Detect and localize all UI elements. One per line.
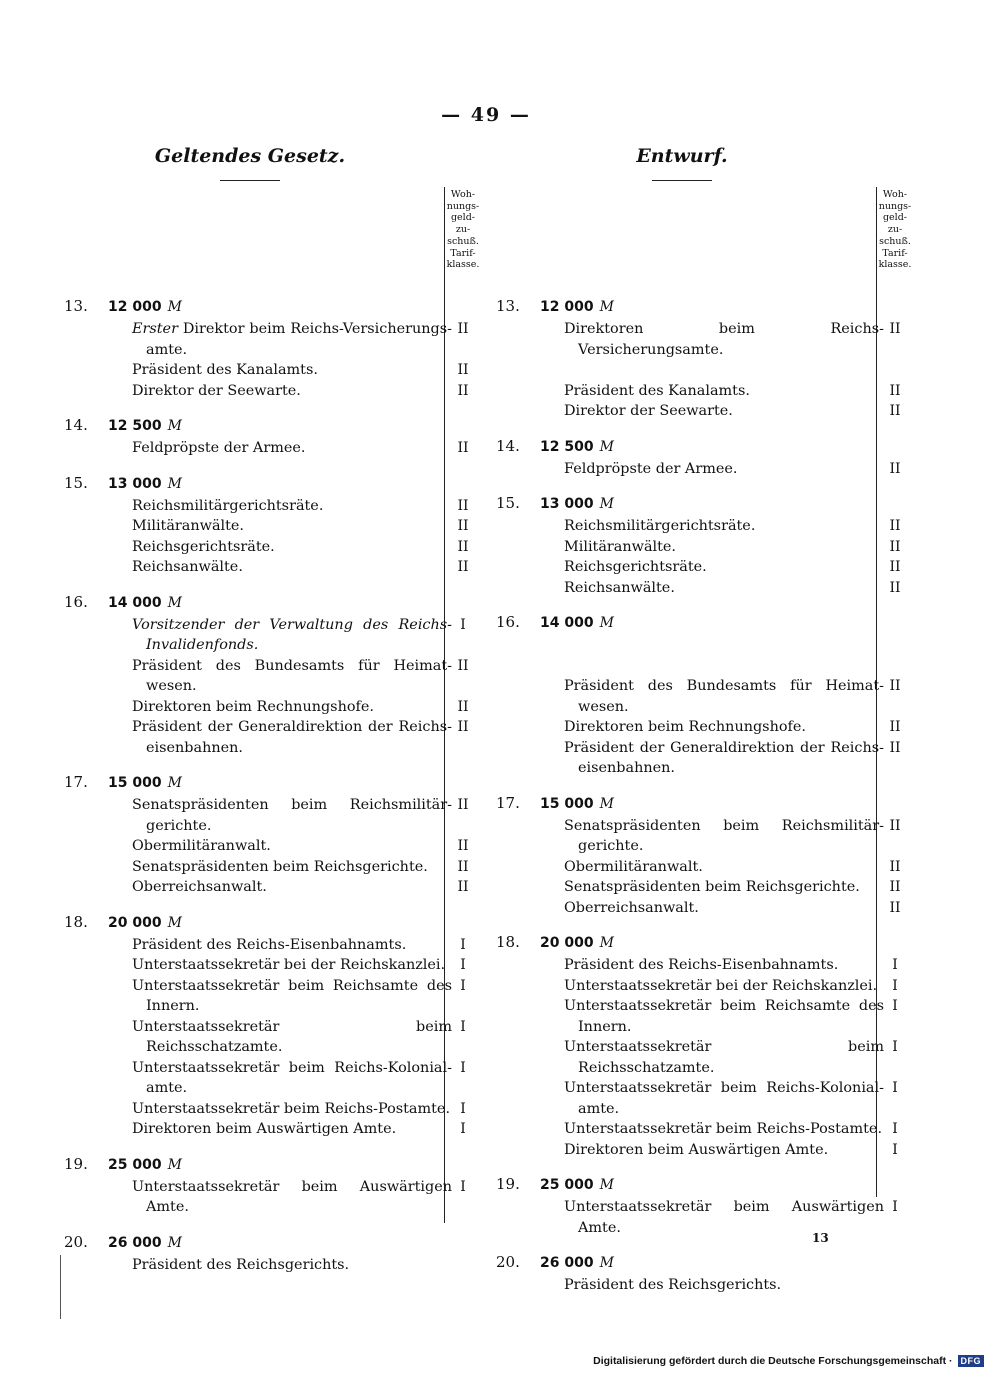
- official-title: Unterstaatssekretär beim Reichsamte des Innern.: [132, 977, 452, 1014]
- tariff-class: I: [460, 936, 466, 953]
- salary-amount: 14 000: [108, 594, 162, 611]
- section-heading: [496, 1171, 912, 1197]
- section-heading: [64, 769, 480, 795]
- mark-currency-sign: M: [167, 914, 182, 931]
- mark-currency-sign: M: [167, 1156, 182, 1173]
- dfg-logo: DFG: [958, 1355, 985, 1367]
- official-entry: [496, 1140, 912, 1161]
- official-entry: [64, 438, 480, 459]
- tariff-class: II: [457, 879, 469, 895]
- official-entry: [64, 516, 480, 537]
- official-entry: [64, 795, 480, 836]
- official-title: Obermilitäranwalt.: [132, 838, 271, 854]
- tariff-class: II: [457, 362, 469, 378]
- official-title: Präsident des Kanalamts.: [564, 382, 750, 399]
- tariff-class: I: [892, 977, 898, 994]
- tariff-class: II: [889, 899, 901, 916]
- official-title: Präsident des Reichsgerichts.: [564, 1277, 782, 1293]
- tariff-class: II: [889, 518, 901, 534]
- official-title: Unterstaatssekretär bei der Reichskanzlei.: [564, 977, 878, 994]
- tariff-class: I: [892, 1121, 898, 1137]
- housing-allowance-class-header: [878, 189, 912, 271]
- official-entry: [64, 496, 480, 517]
- section-heading: [64, 470, 480, 496]
- official-title: Unterstaatssekretär beim Reichsamte des Innern.: [564, 998, 884, 1035]
- mark-currency-sign: M: [167, 1234, 182, 1251]
- official-title: Präsident der Generaldirektion der Reichseisenbahnen.: [132, 719, 452, 756]
- section-heading: [64, 293, 480, 319]
- official-title: Obermilitäranwalt.: [564, 858, 703, 875]
- section-number: 14.: [64, 416, 88, 434]
- official-entry: [64, 1177, 480, 1218]
- salary-section: [64, 589, 480, 759]
- official-entry: [64, 656, 480, 697]
- section-heading: [496, 490, 912, 516]
- official-title: Reichsanwälte.: [564, 579, 675, 596]
- section-number: 20.: [64, 1232, 88, 1251]
- section-number: 15.: [496, 494, 520, 512]
- tariff-class: II: [457, 518, 469, 534]
- official-title: Vorsitzender der Verwaltung des Reichs-Invalidenfonds.: [132, 616, 452, 653]
- blank-line: [496, 656, 912, 677]
- official-title: Reichsmilitärgerichtsräte.: [564, 518, 756, 534]
- section-number: 13.: [496, 297, 520, 315]
- footer-text: Digitalisierung gefördert durch die Deutsche Forschungsgemeinschaft ·: [593, 1355, 953, 1367]
- tariff-class: II: [457, 321, 469, 337]
- title-rule: [220, 180, 280, 181]
- italic-prefix: Erster: [132, 321, 178, 337]
- salary-section: [496, 433, 912, 480]
- official-entry: [496, 578, 912, 599]
- section-number: 13.: [64, 297, 88, 315]
- mark-currency-sign: M: [167, 775, 182, 791]
- official-entry: [496, 401, 912, 422]
- official-title: Unterstaatssekretär beim Reichs-Postamte.: [132, 1100, 451, 1117]
- official-title: Präsident des Kanalamts.: [132, 362, 318, 378]
- section-number: 18.: [496, 933, 520, 951]
- class-header-line: nungs-: [446, 200, 480, 212]
- salary-section: [496, 1171, 912, 1238]
- draft-title: Entwurf.: [636, 145, 728, 167]
- section-heading: [496, 293, 912, 319]
- salary-amount: 12 500: [108, 418, 162, 434]
- tariff-class: II: [457, 838, 469, 854]
- tariff-class: II: [889, 382, 901, 399]
- official-title: Senatspräsidenten beim Reichsmilitärgerichte.: [564, 817, 884, 854]
- section-number: 17.: [64, 773, 88, 791]
- official-entry: [64, 1099, 480, 1120]
- tariff-class: II: [457, 858, 469, 875]
- salary-section: [496, 293, 912, 422]
- salary-amount: 13 000: [108, 475, 162, 492]
- official-entry: [496, 1119, 912, 1140]
- digitization-footer: [593, 1355, 984, 1367]
- tariff-class: II: [889, 579, 901, 596]
- official-entry: [496, 976, 912, 997]
- title-rule: [652, 180, 712, 181]
- mark-currency-sign: M: [599, 496, 614, 512]
- tariff-class: II: [889, 460, 901, 477]
- tariff-class: I: [460, 1059, 466, 1076]
- salary-amount: 12 000: [108, 299, 162, 315]
- official-title: Feldpröpste der Armee.: [132, 440, 306, 456]
- class-header-line: klasse.: [446, 259, 480, 271]
- salary-amount: 25 000: [540, 1177, 594, 1193]
- tariff-class: II: [889, 879, 901, 895]
- official-title: Direktor der Seewarte.: [132, 382, 301, 399]
- tariff-class: I: [892, 1199, 898, 1215]
- official-entry: [496, 816, 912, 857]
- salary-section: [64, 470, 480, 578]
- tariff-class: II: [889, 403, 901, 419]
- official-entry: [496, 459, 912, 480]
- mark-currency-sign: M: [167, 475, 182, 492]
- tariff-class: I: [892, 957, 898, 973]
- official-title: Unterstaatssekretär beim Auswärtigen Amte.: [564, 1199, 884, 1236]
- tariff-class: II: [889, 559, 901, 575]
- section-heading: [64, 909, 480, 935]
- official-entry: [64, 319, 480, 360]
- section-heading: [64, 412, 480, 438]
- official-entry: [64, 935, 480, 956]
- blank-line: [496, 360, 912, 381]
- salary-amount: 13 000: [540, 496, 594, 512]
- salary-amount: 25 000: [108, 1156, 162, 1173]
- class-header-line: geld-: [450, 212, 476, 224]
- official-title: Präsident des Bundesamts für Heimatwesen.: [564, 678, 884, 715]
- tariff-class: I: [460, 1100, 466, 1117]
- tariff-class: I: [460, 957, 466, 973]
- official-entry: [64, 381, 480, 402]
- official-entry: [64, 537, 480, 558]
- salary-amount: 14 000: [540, 615, 594, 631]
- official-title: Reichsgerichtsräte.: [564, 559, 707, 575]
- section-number: 16.: [64, 592, 88, 611]
- official-title: Direktor der Seewarte.: [564, 403, 733, 419]
- salary-section: [496, 790, 912, 919]
- official-entry: [496, 996, 912, 1037]
- tariff-class: II: [889, 858, 901, 875]
- class-header-line: Woh-: [882, 189, 908, 200]
- official-title: Oberreichsanwalt.: [564, 899, 699, 916]
- salary-amount: 12 000: [540, 299, 594, 315]
- official-title: Präsident des Reichsgerichts.: [132, 1256, 350, 1273]
- official-entry: [496, 717, 912, 738]
- tariff-class: II: [889, 678, 901, 694]
- class-header-line: geld-: [882, 212, 908, 224]
- official-entry: [496, 676, 912, 717]
- class-header-line: Tarif-: [450, 247, 476, 259]
- salary-section: [64, 1151, 480, 1218]
- official-entry: [496, 557, 912, 578]
- official-entry: [64, 1119, 480, 1140]
- tariff-class: II: [457, 797, 469, 813]
- official-entry: [496, 1078, 912, 1119]
- salary-section: [496, 1249, 912, 1296]
- salary-amount: 15 000: [540, 795, 594, 812]
- official-entry: [496, 738, 912, 779]
- housing-allowance-class-header: [446, 189, 480, 271]
- official-entry: [496, 857, 912, 878]
- mark-currency-sign: M: [599, 935, 614, 951]
- salary-section: [64, 293, 480, 401]
- class-header-line: zu-: [455, 224, 471, 236]
- class-header-line: Tarif-: [882, 247, 908, 259]
- mark-currency-sign: M: [599, 615, 614, 631]
- official-title: Militäranwälte.: [132, 518, 245, 534]
- salary-section: [64, 1229, 480, 1276]
- official-entry: [496, 1197, 912, 1238]
- class-header-line: schuß.: [447, 235, 479, 247]
- section-number: 14.: [496, 436, 520, 455]
- tariff-class: II: [457, 538, 469, 555]
- official-title: Reichsgerichtsräte.: [132, 538, 275, 555]
- class-header-line: schuß.: [879, 235, 911, 247]
- official-title: Präsident des Reichs-Eisenbahnamts.: [564, 957, 839, 973]
- salary-section: [496, 609, 912, 779]
- official-entry: [64, 976, 480, 1017]
- mark-currency-sign: M: [167, 418, 182, 434]
- official-title: Erster Direktor beim Reichs-Versicherungsamte.: [132, 321, 452, 358]
- official-entry: [496, 1275, 912, 1296]
- official-title: Präsident des Bundesamts für Heimatwesen.: [132, 657, 452, 694]
- official-title: Oberreichsanwalt.: [132, 879, 267, 895]
- official-title: Unterstaatssekretär beim Reichsschatzamte.: [564, 1039, 884, 1076]
- official-entry: [496, 898, 912, 919]
- official-title: Reichsmilitärgerichtsräte.: [132, 497, 324, 514]
- salary-amount: 15 000: [108, 775, 162, 791]
- tariff-class: II: [889, 719, 901, 735]
- signature-mark: 13: [812, 1231, 829, 1245]
- current-law-title: Geltendes Gesetz.: [154, 145, 346, 167]
- tariff-class: II: [457, 382, 469, 399]
- tariff-class: I: [892, 998, 898, 1014]
- official-entry: [64, 1017, 480, 1058]
- tariff-class: II: [889, 538, 901, 555]
- official-entry: [64, 615, 480, 656]
- salary-amount: 12 500: [540, 438, 594, 455]
- official-title: Militäranwälte.: [564, 538, 677, 555]
- section-heading: [496, 1249, 912, 1275]
- tariff-class: II: [889, 321, 901, 337]
- mark-currency-sign: M: [599, 1177, 614, 1193]
- page-number: — 49 —: [441, 104, 531, 126]
- section-heading: [64, 589, 480, 615]
- mark-currency-sign: M: [599, 1255, 614, 1271]
- salary-sections: [496, 293, 912, 1307]
- official-entry: [64, 557, 480, 578]
- official-entry: [64, 360, 480, 381]
- official-entry: [496, 516, 912, 537]
- official-title: Präsident der Generaldirektion der Reichseisenbahnen.: [564, 739, 884, 776]
- tariff-class: I: [460, 616, 466, 633]
- mark-currency-sign: M: [599, 299, 614, 315]
- tariff-class: I: [460, 977, 466, 994]
- official-entry: [64, 717, 480, 758]
- official-entry: [64, 857, 480, 878]
- section-number: 19.: [496, 1175, 520, 1193]
- class-header-line: nungs-: [878, 200, 912, 212]
- section-heading: [496, 929, 912, 955]
- tariff-class: II: [889, 817, 901, 834]
- section-number: 19.: [64, 1154, 88, 1173]
- official-title: Präsident des Reichs-Eisenbahnamts.: [132, 936, 407, 953]
- official-title: Unterstaatssekretär beim Auswärtigen Amte.: [132, 1178, 452, 1215]
- tariff-class: I: [460, 1178, 466, 1195]
- tariff-class: II: [457, 559, 469, 575]
- section-heading: [496, 433, 912, 459]
- tariff-class: II: [457, 698, 469, 715]
- salary-section: [496, 929, 912, 1160]
- official-title: Senatspräsidenten beim Reichsgerichte.: [132, 858, 428, 875]
- salary-section: [496, 490, 912, 598]
- mark-currency-sign: M: [167, 594, 182, 611]
- salary-sections: [64, 293, 480, 1286]
- tariff-class: II: [889, 739, 901, 756]
- class-header-line: klasse.: [878, 259, 912, 271]
- section-number: 20.: [496, 1253, 520, 1271]
- mark-currency-sign: M: [167, 299, 182, 315]
- official-entry: [496, 537, 912, 558]
- tariff-class: I: [460, 1121, 466, 1137]
- official-entry: [496, 955, 912, 976]
- official-title: Unterstaatssekretär beim Reichsschatzamte.: [132, 1018, 452, 1055]
- official-entry: [64, 877, 480, 898]
- mark-currency-sign: M: [599, 795, 614, 812]
- official-title: Senatspräsidenten beim Reichsgerichte.: [564, 879, 860, 895]
- section-number: 16.: [496, 613, 520, 631]
- salary-amount: 26 000: [540, 1255, 594, 1271]
- official-title: Reichsanwälte.: [132, 559, 243, 575]
- salary-section: [64, 769, 480, 898]
- official-entry: [64, 836, 480, 857]
- official-title: Unterstaatssekretär beim Reichs-Postamte.: [564, 1121, 883, 1137]
- official-entry: [496, 877, 912, 898]
- official-entry: [496, 381, 912, 402]
- section-heading: [64, 1229, 480, 1255]
- salary-amount: 20 000: [108, 914, 162, 931]
- official-title: Direktoren beim Reichs-Versicherungsamte.: [564, 321, 884, 358]
- official-title: Direktoren beim Auswärtigen Amte.: [132, 1121, 397, 1137]
- official-entry: [64, 955, 480, 976]
- salary-amount: 26 000: [108, 1234, 162, 1251]
- tariff-class: II: [457, 657, 469, 674]
- scan-artifact-line: [60, 1255, 61, 1319]
- section-number: 15.: [64, 473, 88, 492]
- official-title: Direktoren beim Rechnungshofe.: [564, 719, 806, 735]
- tariff-class: II: [457, 719, 469, 735]
- section-number: 18.: [64, 912, 88, 931]
- section-number: 17.: [496, 793, 520, 812]
- official-title: Direktoren beim Auswärtigen Amte.: [564, 1141, 829, 1158]
- official-entry: [496, 1037, 912, 1078]
- official-title: Feldpröpste der Armee.: [564, 460, 738, 477]
- official-entry: [64, 1255, 480, 1276]
- official-entry: [496, 319, 912, 360]
- official-title: Senatspräsidenten beim Reichsmilitärgerichte.: [132, 797, 452, 834]
- tariff-class: II: [457, 440, 469, 456]
- tariff-class: I: [460, 1018, 466, 1035]
- blank-line: [496, 635, 912, 656]
- salary-section: [64, 412, 480, 459]
- official-title: Unterstaatssekretär beim Reichs-Kolonialamte.: [564, 1080, 884, 1117]
- official-entry: [64, 1058, 480, 1099]
- section-heading: [496, 790, 912, 816]
- official-title: Unterstaatssekretär bei der Reichskanzlei.: [132, 957, 446, 973]
- tariff-class: I: [892, 1141, 898, 1158]
- tariff-class: II: [457, 497, 469, 514]
- class-header-line: Woh-: [450, 189, 476, 200]
- class-header-line: zu-: [887, 224, 903, 236]
- mark-currency-sign: M: [599, 438, 614, 455]
- tariff-class: I: [892, 1039, 898, 1055]
- salary-amount: 20 000: [540, 935, 594, 951]
- official-title: Direktoren beim Rechnungshofe.: [132, 698, 374, 715]
- official-entry: [64, 697, 480, 718]
- section-heading: [496, 609, 912, 635]
- salary-section: [64, 909, 480, 1140]
- official-title: Unterstaatssekretär beim Reichs-Kolonialamte.: [132, 1059, 452, 1096]
- tariff-class: I: [892, 1080, 898, 1096]
- section-heading: [64, 1151, 480, 1177]
